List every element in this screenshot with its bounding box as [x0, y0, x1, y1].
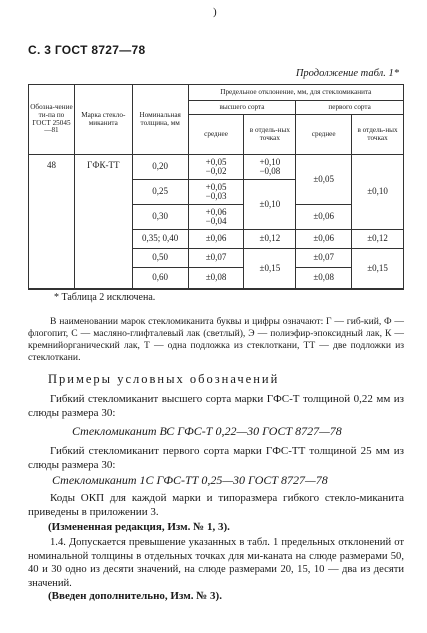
top-mark: ) [213, 6, 217, 18]
type-code: 48 [29, 155, 75, 289]
points-first-cell: ±0,10 [352, 155, 404, 230]
tolerance-table [28, 84, 404, 289]
points-highest-cell: +0,10 −0,08 [244, 155, 296, 180]
table-bottom-rule [28, 289, 404, 290]
points-highest-cell: ±0,10 [244, 180, 296, 230]
legend-paragraph: В наименовании марок стекломиканита буквы и цифры означают: Г — гиб-кий, Ф — флогопит, С — масляно-глифталевый лак (светлый), Э — полиэфир-эпоксидный лак, К — кремнийорганический лак, Т — одна подложка из стеклоткани, ТТ — две подложки из стеклоткани. [28, 316, 404, 363]
amendment-note-1: (Измененная редакция, Изм. № 1, 3). [48, 521, 230, 533]
footnote: * Таблица 2 исключена. [54, 292, 156, 303]
examples-heading: Примеры условных обозначений [48, 372, 280, 386]
thickness-cell: 0,20 [132, 155, 188, 180]
example-2-text: Гибкий стекломиканит первого сорта марки ГФС-ТТ толщиной 25 мм из слюды размера 30: [28, 445, 404, 471]
avg-highest-cell: ±0,08 [188, 268, 244, 289]
thickness-cell: 0,30 [132, 205, 188, 230]
thickness-cell: 0,35; 0,40 [132, 230, 188, 249]
header-highest-grade: высшего сорта [188, 101, 296, 115]
avg-first-cell: ±0,07 [296, 249, 352, 268]
thickness-cell: 0,50 [132, 249, 188, 268]
points-highest-cell: ±0,12 [244, 230, 296, 249]
points-first-cell: ±0,15 [352, 249, 404, 289]
header-type: Обозна-чение ти-па по ГОСТ 25045—81 [29, 85, 75, 155]
avg-first-cell: ±0,08 [296, 268, 352, 289]
okp-codes-text: Коды ОКП для каждой марки и типоразмера гибкого стекло-миканита приведены в приложении 3. [28, 492, 404, 518]
avg-first-cell: ±0,06 [296, 230, 352, 249]
table-row [29, 155, 404, 180]
example-1-designation: Стекломиканит ВС ГФС-Т 0,22—30 ГОСТ 8727—78 [72, 424, 342, 438]
example-2-designation: Стекломиканит 1С ГФС-ТТ 0,25—30 ГОСТ 8727—78 [52, 473, 328, 487]
header-brand: Марка стекло-миканита [74, 85, 132, 155]
avg-highest-cell: ±0,07 [188, 249, 244, 268]
avg-first-cell: ±0,05 [296, 155, 352, 205]
points-highest-cell: ±0,15 [244, 249, 296, 289]
avg-highest-cell: +0,05 −0,02 [188, 155, 244, 180]
header-first-grade: первого сорта [296, 101, 404, 115]
avg-highest-cell: +0,05 −0,03 [188, 180, 244, 205]
header-points-highest: в отдель-ных точках [244, 115, 296, 155]
avg-highest-cell: ±0,06 [188, 230, 244, 249]
example-1-text: Гибкий стекломиканит высшего сорта марки ГФС-Т толщиной 0,22 мм из слюды размера 30: [28, 393, 404, 419]
thickness-cell: 0,25 [132, 180, 188, 205]
clause-1-4: 1.4. Допускается превышение указанных в табл. 1 предельных отклонений от номинальной толщины в отдельных точках для ми-каната на слюде размерами 50, 40 и 30 одно из десяти значений, на слюде размерами 20, 15, 10 — два из десяти значений. [28, 537, 404, 589]
header-deviation-group: Предельное отклонение, мм, для стекломиканита [188, 85, 403, 101]
thickness-cell: 0,60 [132, 268, 188, 289]
avg-first-cell: ±0,06 [296, 205, 352, 230]
avg-highest-cell: +0,06 −0,04 [188, 205, 244, 230]
brand-name: ГФК-ТТ [74, 155, 132, 289]
header-thickness: Номинальная толщина, мм [132, 85, 188, 155]
table-continuation-label: Продолжение табл. 1* [295, 68, 399, 79]
header-avg-highest: среднее [188, 115, 244, 155]
header-points-first: в отдель-ных точках [352, 115, 404, 155]
page-header: С. 3 ГОСТ 8727—78 [28, 43, 146, 57]
amendment-note-2: (Введен дополнительно, Изм. № 3). [48, 590, 222, 602]
header-avg-first: среднее [296, 115, 352, 155]
points-first-cell: ±0,12 [352, 230, 404, 249]
